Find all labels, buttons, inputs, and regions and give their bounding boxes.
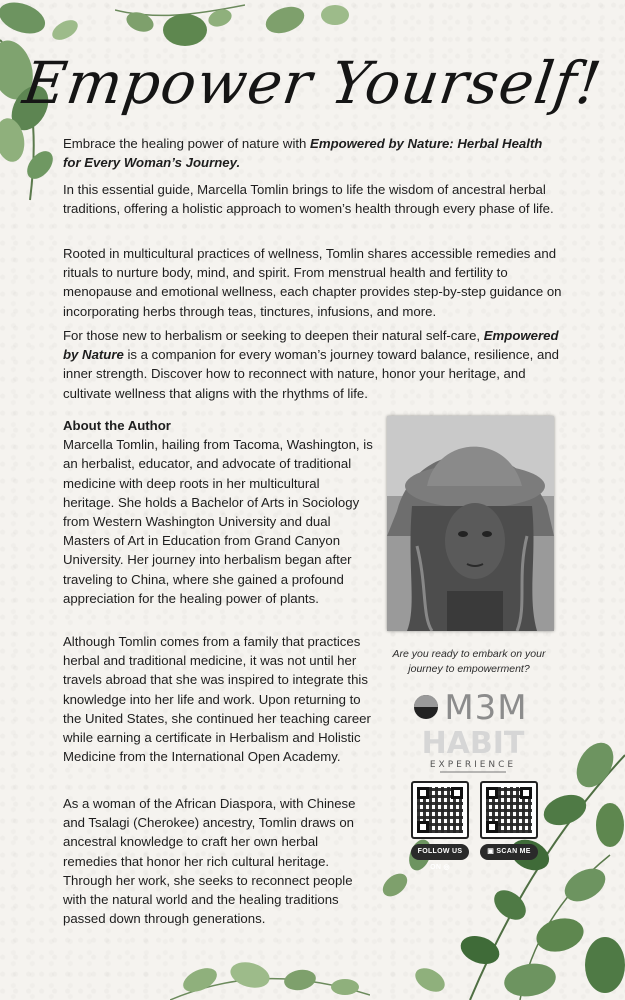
intro-paragraph-2 bbox=[63, 180, 563, 218]
follow-us-pill[interactable] bbox=[411, 844, 469, 871]
about-paragraph-3-block bbox=[63, 794, 373, 928]
qr-finder-mark bbox=[486, 787, 498, 799]
instagram-icon: ◎ bbox=[443, 864, 450, 871]
scan-qr-code[interactable] bbox=[480, 781, 538, 839]
qr-finder-mark bbox=[451, 787, 463, 799]
m3m-habit-logo bbox=[410, 685, 536, 775]
intro-p4-start: For those new to herbalism or seeking to deepen their natural self-care, bbox=[63, 328, 484, 343]
about-paragraph-1: Marcella Tomlin, hailing from Tacoma, Washington, is an herbalist, educator, and advocate of traditional medicine with deep roots in her multicultural heritage. She holds a Bachelor of Arts in Sociology from Western Washington University and dual Masters of Art in Education from Grand Canyon University. Her journey into herbalism began after traveling to China, where she gained a profound appreciation for the healing power of plants. bbox=[63, 437, 373, 606]
qr-finder-mark bbox=[520, 787, 532, 799]
follow-us-label: FOLLOW US ON bbox=[417, 848, 463, 871]
about-paragraph-2: Although Tomlin comes from a family that practices herbal and traditional medicine, it was not until her travels abroad that she was inspired to integrate this knowledge into her life and work. Upon returning to the United States, she continued her teaching career while earning a certificate in Herbalism and Holistic Medicine from the International Open Academy. bbox=[63, 634, 371, 765]
leaves-top-right-decoration bbox=[255, 0, 375, 55]
leaves-bottom-left-decoration bbox=[170, 935, 370, 1000]
intro-paragraph-2-text: In this essential guide, Marcella Tomlin brings to life the wisdom of ancestral herbal traditions, offering a holistic approach to women’s health through every phase of life. bbox=[63, 182, 554, 217]
qr-finder-mark bbox=[486, 821, 498, 833]
author-portrait-illustration bbox=[387, 416, 554, 631]
logo-experience-text: EXPERIENCE bbox=[429, 760, 517, 770]
follow-qr-code[interactable] bbox=[411, 781, 469, 839]
scan-icon: ▣ bbox=[487, 848, 495, 855]
about-paragraph-2-block bbox=[63, 632, 373, 766]
intro-paragraph-3-text: Rooted in multicultural practices of wellness, Tomlin shares accessible remedies and rituals to nurture body, mind, and spirit. From menstrual health and fertility to menopause and emotional wellness, each chapter provides step-by-step guidance on incorporating herbs through teas, tinctures, infusions, and more. bbox=[63, 246, 562, 319]
qr-finder-mark bbox=[417, 821, 429, 833]
intro-paragraph-4 bbox=[63, 326, 563, 403]
logo-m3m-text: M3M bbox=[444, 688, 528, 728]
author-photo bbox=[387, 416, 554, 631]
book-title-inline: Empowered by Nature bbox=[63, 328, 559, 363]
about-author-section bbox=[63, 416, 373, 608]
intro-paragraph-3 bbox=[63, 244, 563, 321]
scan-me-label: SCAN ME bbox=[496, 848, 531, 855]
intro-lead: Embrace the healing power of nature with bbox=[63, 136, 311, 151]
about-paragraph-3: As a woman of the African Diaspora, with Chinese and Tsalagi (Cherokee) ancestry, Tomlin draws on ancestral knowledge to craft her own herbal remedies that honor her rich cultural heritage. Through her work, she seeks to reconnect people with the natural world and the healing traditions passed down through generations. bbox=[63, 796, 356, 927]
about-author-heading: About the Author bbox=[63, 418, 171, 433]
book-title: Empowered by Nature: Herbal Health for Every Woman’s Journey. bbox=[63, 136, 543, 171]
page-title: Empower Yourself! bbox=[19, 49, 606, 117]
intro-paragraph-1 bbox=[63, 134, 563, 172]
scan-me-pill[interactable] bbox=[480, 844, 538, 860]
qr-finder-mark bbox=[417, 787, 429, 799]
intro-p4-end: is a companion for every woman’s journey toward balance, resilience, and inner strength. Discover how to reconnect with nature, honor your heritage, and cultivate wellness that aligns with the rhythms of life. bbox=[63, 347, 560, 401]
call-to-action-text: Are you ready to embark on your journey to empowerment? bbox=[392, 648, 546, 675]
logo-graphic bbox=[410, 685, 536, 775]
logo-habit-text: HABIT bbox=[421, 726, 525, 761]
